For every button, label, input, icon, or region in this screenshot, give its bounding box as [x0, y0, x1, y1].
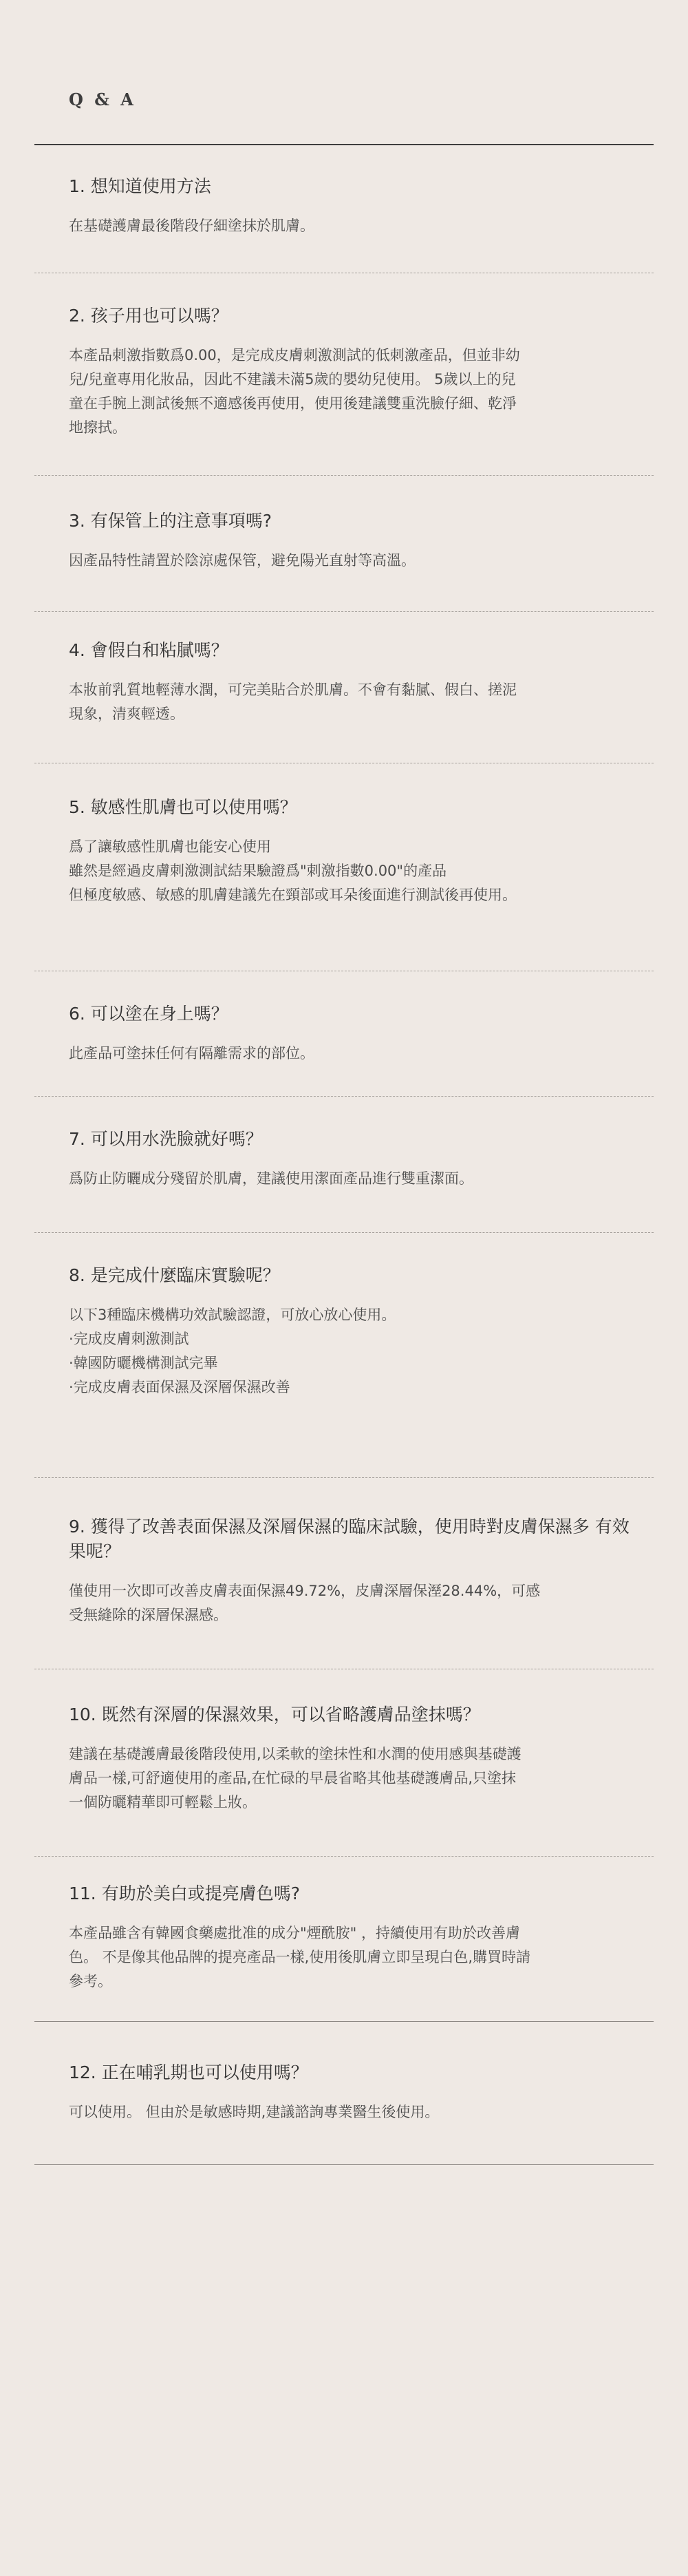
faq-answer-line: 本妝前乳質地輕薄水潤，可完美貼合於肌膚。不會有黏膩、假白、搓泥	[69, 682, 517, 698]
faq-question: 8. 是完成什麼臨床實驗呢？	[69, 1265, 280, 1285]
faq-answer-line: 現象，清爽輕透。	[69, 706, 184, 722]
faq-answer	[69, 1303, 633, 1400]
faq-answer	[69, 549, 633, 573]
faq-question-line: 9. 獲得了改善表面保濕及深層保濕的臨床試驗，使用時對皮膚保濕多	[69, 1517, 590, 1537]
faq-bullet-item: · 韓國防曬機構測試完畢	[69, 1351, 633, 1375]
faq-answer	[69, 2100, 633, 2124]
faq-answer	[69, 1579, 633, 1627]
faq-question: 12. 正在哺乳期也可以使用嗎？	[69, 2062, 308, 2082]
faq-answer-line: 爲了讓敏感性肌膚也能安心使用	[69, 838, 271, 855]
faq-answer-line: 一個防曬精華即可輕鬆上妝。	[69, 1794, 257, 1810]
faq-question-line: 有效果呢？	[69, 1517, 630, 1561]
faq-divider	[34, 611, 654, 612]
faq-question: 4. 會假白和粘膩嗎？	[69, 640, 228, 660]
faq-answer-line: 本產品雖含有韓國食藥處批准的成分"煙酰胺" ，持續使用有助於改善膚	[69, 1925, 520, 1941]
faq-answer	[69, 344, 633, 440]
faq-answer-line: 建議在基礎護膚最後階段使用,以柔軟的塗抹性和水潤的使用感與基礎護	[69, 1746, 522, 1762]
faq-question: 5. 敏感性肌膚也可以使用嗎？	[69, 797, 297, 817]
faq-answer-line: 在基礎護膚最後階段仔細塗抹於肌膚。	[69, 218, 314, 234]
page-title: Q & A	[69, 89, 136, 109]
faq-answer-line: 色。 不是像其他品牌的提亮產品一樣,使用後肌膚立即呈現白色,購買時請	[69, 1949, 531, 1965]
faq-divider	[34, 1477, 654, 1478]
faq-item-1	[69, 174, 633, 238]
faq-divider	[34, 2164, 654, 2165]
faq-answer	[69, 1042, 633, 1066]
faq-item-9	[69, 1514, 633, 1627]
faq-divider	[34, 2021, 654, 2022]
faq-bullet-item: · 完成皮膚刺激測試	[69, 1327, 633, 1351]
faq-answer-line: 但極度敏感、敏感的肌膚建議先在頸部或耳朵後面進行測試後再使用。	[69, 887, 517, 903]
faq-answer-line: 因產品特性請置於陰涼處保管，避免陽光直射等高溫。	[69, 552, 416, 569]
faq-answer	[69, 1167, 633, 1191]
faq-answer-line: 此產品可塗抹任何有隔離需求的部位。	[69, 1045, 314, 1062]
faq-answer-line: 受無縫除的深層保濕感。	[69, 1607, 228, 1623]
faq-answer	[69, 214, 633, 238]
faq-answer-line: 雖然是經過皮膚刺激測試結果驗證爲"刺激指數0.00"的產品	[69, 863, 447, 879]
faq-question	[69, 1514, 633, 1564]
faq-question: 11. 有助於美白或提亮膚色嗎?	[69, 1883, 300, 1903]
faq-question: 6. 可以塗在身上嗎？	[69, 1004, 228, 1024]
faq-answer	[69, 1742, 633, 1815]
faq-question: 10. 既然有深層的保濕效果，可以省略護膚品塗抹嗎？	[69, 1704, 480, 1724]
faq-answer-line: 爲防止防曬成分殘留於肌膚，建議使用潔面產品進行雙重潔面。	[69, 1170, 473, 1187]
faq-item-2	[69, 304, 633, 440]
faq-bullet-item: · 完成皮膚表面保濕及深層保濕改善	[69, 1375, 633, 1400]
faq-answer-line: 地擦拭。	[69, 419, 127, 436]
faq-question: 3. 有保管上的注意事項嗎?	[69, 511, 272, 531]
faq-divider	[34, 475, 654, 476]
faq-answer-line: 可以使用。 但由於是敏感時期,建議諮詢專業醫生後使用。	[69, 2104, 440, 2120]
faq-answer-line: 本產品刺激指數爲0.00，是完成皮膚刺激測試的低刺激產品，但並非幼	[69, 347, 520, 363]
faq-answer-line: 膚品一樣,可舒適使用的產品,在忙碌的早晨省略其他基礎護膚品,只塗抹	[69, 1770, 517, 1786]
faq-question: 7. 可以用水洗臉就好嗎？	[69, 1129, 263, 1149]
faq-answer-line: 參考。	[69, 1973, 112, 1989]
faq-item-10	[69, 1702, 633, 1815]
faq-item-6	[69, 1002, 633, 1066]
faq-answer-line: 兒/兒童專用化妝品，因此不建議未滿5歲的嬰幼兒使用。 5歲以上的兒	[69, 371, 516, 388]
faq-answer	[69, 678, 633, 726]
faq-answer	[69, 835, 633, 907]
faq-divider	[34, 1096, 654, 1097]
faq-question: 2. 孩子用也可以嗎？	[69, 306, 228, 326]
faq-item-7	[69, 1127, 633, 1191]
faq-item-4	[69, 638, 633, 726]
faq-question: 1. 想知道使用方法	[69, 176, 211, 196]
faq-answer-line: 以下3種臨床機構功效試驗認證，可放心放心使用。	[69, 1307, 396, 1323]
faq-item-11	[69, 1881, 633, 1994]
faq-divider	[34, 1856, 654, 1857]
faq-item-12	[69, 2060, 633, 2124]
faq-item-8	[69, 1263, 633, 1400]
faq-item-5	[69, 795, 633, 907]
faq-answer	[69, 1921, 633, 1994]
faq-item-3	[69, 509, 633, 573]
faq-answer-line: 童在手腕上測試後無不適感後再使用，使用後建議雙重洗臉仔細、乾淨	[69, 395, 517, 412]
title-divider	[34, 144, 654, 145]
faq-divider	[34, 1232, 654, 1233]
faq-answer-line: 僅使用一次即可改善皮膚表面保濕49.72%，皮膚深層保溼28.44%，可感	[69, 1583, 541, 1599]
